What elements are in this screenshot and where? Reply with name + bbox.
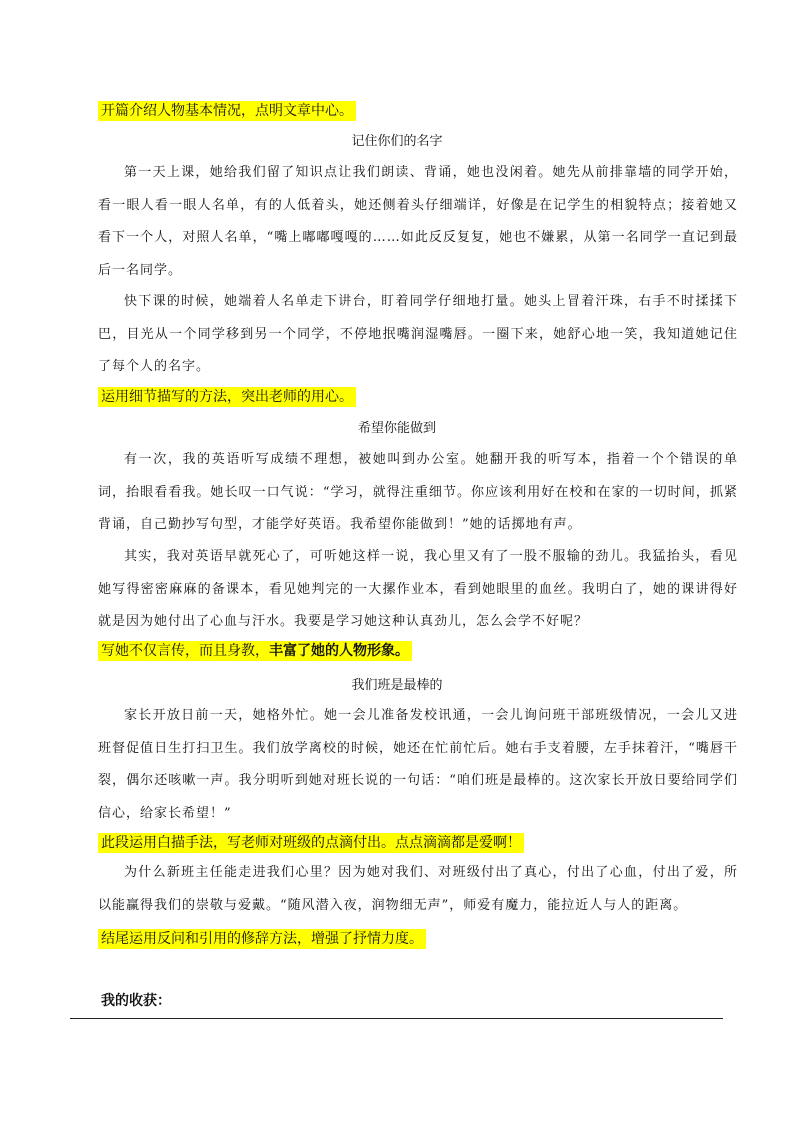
harvest-label: 我的收获： [101, 993, 171, 1009]
paragraph-parents-open-day: 家长开放日前一天，她格外忙。她一会儿准备发校讯通，一会儿询问班干部班级情况，一会儿又进班督促值日生打扫卫生。我们放学离校的时候，她还在忙前忙后。她右手支着腰，左手抹着汗，“嘴唇干裂，偶尔还咳嗽一声。我分明听到她对班长说的一句话：“咱们班是最棒的。这次家长开放日要给同学们信心，给家长希望！” [98, 708, 738, 821]
harvest-underline [70, 1018, 723, 1019]
annotation-teaching-part2: 丰富了她的人物形象。 [269, 643, 409, 659]
paragraph-gave-up-english: 其实，我对英语早就死心了，可听她这样一说，我心里又有了一股不服输的劲儿。我猛抬头，看见她写得密密麻麻的备课本，看见她判完的一大摞作业本，看到她眼里的血丝。我明白了，她的课讲得好就是因为她付出了心血与汗水。我要是学习她这种认真劲儿，怎么会学不好呢？ [98, 549, 738, 629]
annotation-rhetoric: 结尾运用反问和引用的修辞方法，增强了抒情力度。 [98, 929, 426, 949]
paragraph-english-dictation: 有一次，我的英语听写成绩不理想，被她叫到办公室。她翻开我的听写本，指着一个个错误的单词，抬眼看看我。她长叹一口气说：“学习，就得注重细节。你应该利用好在校和在家的一切时间，抓紧背诵，自己勤抄写句型，才能学好英语。我希望你能做到！”她的话掷地有声。 [98, 452, 738, 532]
paragraph-conclusion: 为什么新班主任能走进我们心里？因为她对我们、对班级付出了真心，付出了心血，付出了爱，所以能赢得我们的崇敬与爱戴。“随风潜入夜，润物细无声”，师爱有魔力，能拉近人与人的距离。 [98, 865, 738, 913]
annotation-intro: 开篇介绍人物基本情况，点明文章中心。 [98, 101, 356, 121]
section-title-best-class: 我们班是最棒的 [351, 678, 443, 693]
annotation-teaching-by-example [98, 641, 412, 661]
annotation-teaching-part1: 写她不仅言传，而且身教， [101, 643, 269, 659]
annotation-detail-description: 运用细节描写的方法，突出老师的用心。 [98, 387, 356, 407]
section-title-remember-names: 记住你们的名字 [351, 134, 443, 149]
section-title-hope-you-can: 希望你能做到 [357, 421, 436, 436]
annotation-plain-description: 此段运用白描手法，写老师对班级的点滴付出。点点滴滴都是爱啊！ [98, 833, 524, 853]
paragraph-end-of-class: 快下课的时候，她端着人名单走下讲台，盯着同学仔细地打量。她头上冒着汗珠，右手不时揉揉下巴，目光从一个同学移到另一个同学，不停地抿嘴润湿嘴唇。一圈下来，她舒心地一笑，我知道她记住了每个人的名字。 [98, 294, 738, 374]
paragraph-first-day: 第一天上课，她给我们留了知识点让我们朗读、背诵，她也没闲着。她先从前排靠墙的同学开始，看一眼人看一眼人名单，有的人低着头，她还侧着头仔细端详，好像是在记学生的相貌特点；接着她又看下一个人，对照人名单，“嘴上嘟嘟嘎嘎的……如此反反复复，她也不嫌累，从第一名同学一直记到最后一名同学。 [98, 165, 738, 278]
